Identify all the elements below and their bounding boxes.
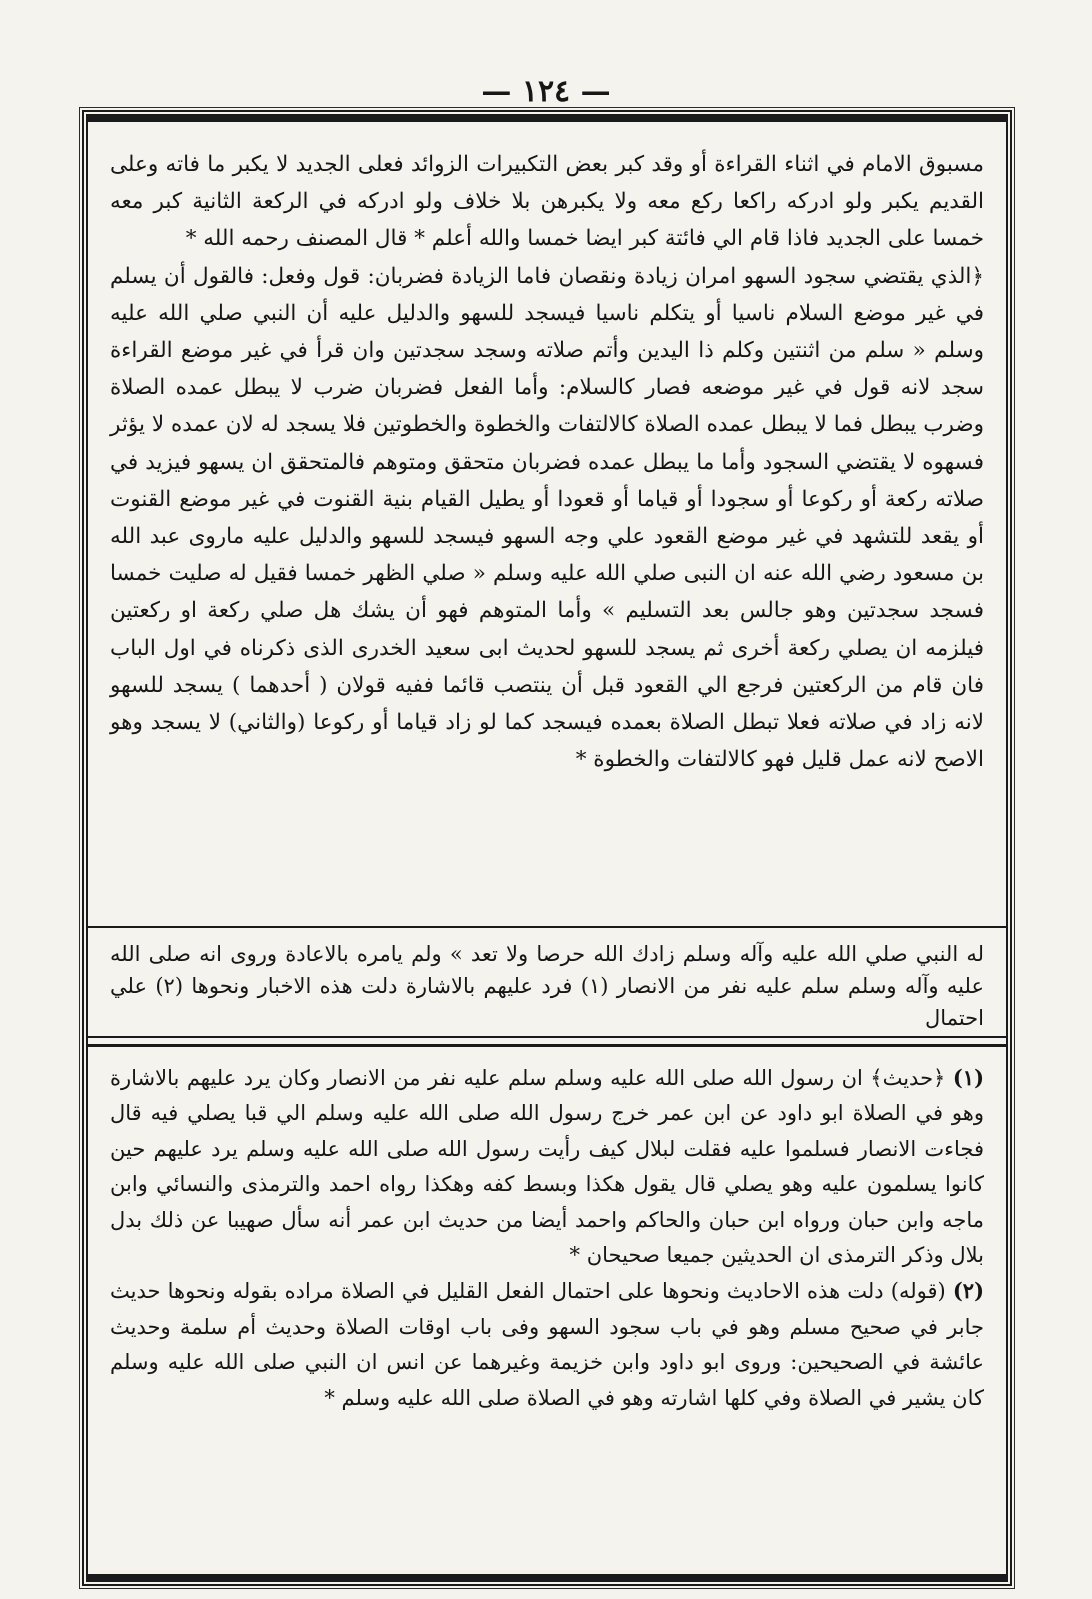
main-text: [110, 146, 984, 778]
main-paragraph: ﴿الذي يقتضي سجود السهو امران زيادة ونقصان فاما الزيادة فضربان: قول وفعل: فالقول أن يسلم في غير موضع السلام ناسيا أو يتكلم ناسيا فيسجد للسهو والدليل عليه أن النبي صلي الله عليه وسلم « سلم من اثنتين وكلم ذا اليدين وأتم صلاته وسجد سجدتين وان قرأ في غير موضع القراءة سجد لانه قول في غير موضعه فصار كالسلام: وأما الفعل فضربان ضرب لا يبطل عمده الصلاة وضرب يبطل فما لا يبطل عمده الصلاة كالالتفات والخطوة والخطوتين فلا يسجد له لان عمده لا يؤثر فسهوه لا يقتضي السجود وأما ما يبطل عمده فضربان متحقق ومتوهم فالمتحقق ان يسهو فيزيد في صلاته ركعة أو ركوعا أو سجودا أو قياما أو قعودا أو يطيل القيام بنية القنوت في غير موضع القنوت أو يقعد للتشهد في غير موضع القعود علي وجه السهو فيسجد للسهو والدليل عليه ماروى عبد الله بن مسعود رضي الله عنه ان النبى صلي الله عليه وسلم « صلي الظهر خمسا فقيل له صليت خمسا فسجد سجدتين وهو جالس بعد التسليم » وأما المتوهم فهو أن يشك هل صلي ركعة او ركعتين فيلزمه ان يصلي ركعة أخرى ثم يسجد للسهو لحديث ابى سعيد الخدرى الذى ذكرناه في اول الباب فان قام من الركعتين فرجع الي القعود قبل أن ينتصب قائما ففيه قولان ( أحدهما ) يسجد للسهو لانه زاد في صلاته فعلا تبطل الصلاة بعمده فيسجد كما لو زاد قياما أو ركوعا (والثاني) لا يسجد وهو الاصح لانه عمل قليل فهو كالالتفات والخطوة *: [110, 263, 984, 773]
main-paragraph: مسبوق الامام في اثناء القراءة أو وقد كبر بعض التكبيرات الزوائد فعلى الجديد لا يكبر ما فاته وعلى القديم يكبر ولو ادركه راكعا ركع معه ولا يكبرهن بلا خلاف ولو ادركه في الركعة الثانية كبر معه خمسا على الجديد فاذا قام الي فائتة كبر ايضا خمسا والله أعلم * قال المصنف رحمه الله *: [110, 152, 984, 252]
commentary-paragraph: له النبي صلي الله عليه وآله وسلم زادك الله حرصا ولا تعد » ولم يامره بالاعادة وروى انه صلى الله عليه وآله وسلم سلم عليه نفر من الانصار (١) فرد عليهم بالاشارة دلت هذه الاخبار ونحوها (٢) علي احتمال: [110, 942, 984, 1030]
footnote: [110, 1273, 984, 1416]
section-divider: [88, 926, 1006, 928]
footnote-label: (١): [952, 1065, 984, 1090]
footnotes: [110, 1060, 984, 1416]
frame-bottom-rule: [88, 1574, 1006, 1580]
footnote-divider: [88, 1036, 1006, 1038]
page-frame: [82, 110, 1012, 1586]
footnote-label: (٢): [952, 1278, 984, 1304]
footnote-divider-double: [88, 1044, 1006, 1047]
commentary-text: [110, 938, 984, 1034]
footnote: [110, 1060, 984, 1273]
footnote-text: (قوله) دلت هذه الاحاديث ونحوها على احتمال الفعل القليل في الصلاة مراده بقوله ونحوها حديث جابر في صحيح مسلم وهو في باب سجود السهو وفى باب اوقات الصلاة وحديث أم سلمة وحديث عائشة في الصحيحين: وروى ابو داود وابن خزيمة وغيرهما عن انس ان النبي صلى الله عليه وسلم كان يشير في الصلاة وفي كلها اشارته وهو في الصلاة صلى الله عليه وسلم *: [110, 1279, 984, 1410]
footnote-text: ﴿حديث﴾ ان رسول الله صلى الله عليه وسلم سلم عليه نفر من الانصار وكان يرد عليهم بالاشارة وهو في الصلاة ابو داود عن ابن عمر خرج رسول الله صلى الله عليه وسلم الي قبا يصلي فيه قال فجاءت الانصار فسلموا عليه فقلت لبلال كيف رأيت رسول الله صلى الله عليه وسلم يرد عليهم حين كانوا يسلمون عليه وهو يصلي قال يقول هكذا وبسط كفه وهكذا رواه احمد والترمذى والنسائي وابن ماجه وابن حبان ورواه ابن حبان والحاكم واحمد أيضا من حديث ابن عمر أنه سأل صهيبا عن ذلك بدل بلال وذكر الترمذى ان الحديثين جميعا صحيحان *: [110, 1066, 984, 1268]
page-number: — ١٢٤ —: [481, 74, 611, 109]
frame-top-rule: [88, 116, 1006, 122]
